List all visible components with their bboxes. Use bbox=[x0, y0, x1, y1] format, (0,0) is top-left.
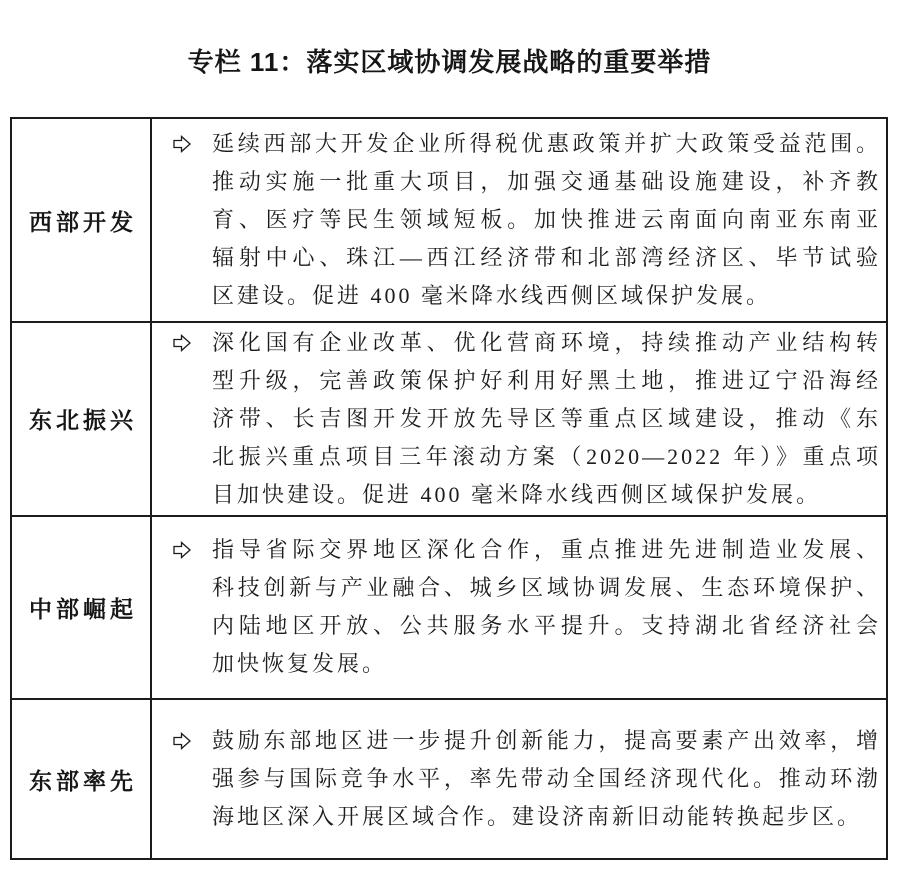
table-row-central-rise bbox=[12, 515, 886, 699]
right-arrow-bullet-icon bbox=[172, 334, 212, 352]
row-header-west-development: 西部开发 bbox=[12, 119, 152, 321]
row-content-west-development bbox=[152, 119, 886, 321]
table-row-west-development bbox=[12, 119, 886, 321]
text-line: 深化国有企业改革、优化营商环境，持续推动产业结构转 bbox=[212, 329, 881, 355]
row-content-northeast-revitalization bbox=[152, 323, 886, 514]
text-line: 科技创新与产业融合、城乡区域协调发展、生态环境保护、 bbox=[212, 575, 881, 601]
text-line: 指导省际交界地区深化合作，重点推进先进制造业发展、 bbox=[212, 537, 881, 563]
text-line: 济带、长吉图开发开放先导区等重点区域建设，推动《东 bbox=[212, 405, 881, 431]
text-line: 强参与国际竞争水平，率先带动全国经济现代化。推动环渤 bbox=[212, 766, 881, 792]
row-text-central-rise bbox=[212, 531, 881, 683]
text-line: 辐射中心、珠江—西江经济带和北部湾经济区、毕节试验 bbox=[212, 245, 881, 271]
row-header-central-rise: 中部崛起 bbox=[12, 517, 152, 699]
right-arrow-bullet-icon bbox=[172, 541, 212, 559]
measures-table bbox=[10, 117, 888, 860]
row-content-central-rise bbox=[152, 517, 886, 699]
text-line: 海地区深入开展区域合作。建设济南新旧动能转换起步区。 bbox=[212, 804, 863, 830]
row-text-northeast-revitalization bbox=[212, 324, 881, 514]
text-line: 推动实施一批重大项目，加强交通基础设施建设，补齐教 bbox=[212, 169, 881, 195]
table-row-east-leading bbox=[12, 698, 886, 858]
row-content-east-leading bbox=[152, 700, 886, 858]
row-text-west-development bbox=[212, 125, 881, 315]
text-line: 加快恢复发展。 bbox=[212, 651, 388, 677]
text-line: 延续西部大开发企业所得税优惠政策并扩大政策受益范围。 bbox=[212, 131, 881, 157]
text-line: 育、医疗等民生领域短板。加快推进云南面向南亚东南亚 bbox=[212, 207, 881, 233]
row-header-northeast-revitalization: 东北振兴 bbox=[12, 323, 152, 514]
table-row-northeast-revitalization bbox=[12, 321, 886, 514]
text-line: 内陆地区开放、公共服务水平提升。支持湖北省经济社会 bbox=[212, 613, 881, 639]
row-header-east-leading: 东部率先 bbox=[12, 700, 152, 858]
page-title: 专栏 11：落实区域协调发展战略的重要举措 bbox=[187, 47, 712, 77]
text-line: 北振兴重点项目三年滚动方案（2020—2022 年）》重点项 bbox=[212, 443, 881, 469]
right-arrow-bullet-icon bbox=[172, 135, 212, 153]
right-arrow-bullet-icon bbox=[172, 732, 212, 750]
row-text-east-leading bbox=[212, 722, 881, 836]
text-line: 目加快建设。促进 400 毫米降水线西侧区域保护发展。 bbox=[212, 481, 822, 507]
text-line: 鼓励东部地区进一步提升创新能力，提高要素产出效率，增 bbox=[212, 728, 881, 754]
text-line: 区建设。促进 400 毫米降水线西侧区域保护发展。 bbox=[212, 283, 772, 309]
text-line: 型升级，完善政策保护好利用好黑土地，推进辽宁沿海经 bbox=[212, 367, 881, 393]
